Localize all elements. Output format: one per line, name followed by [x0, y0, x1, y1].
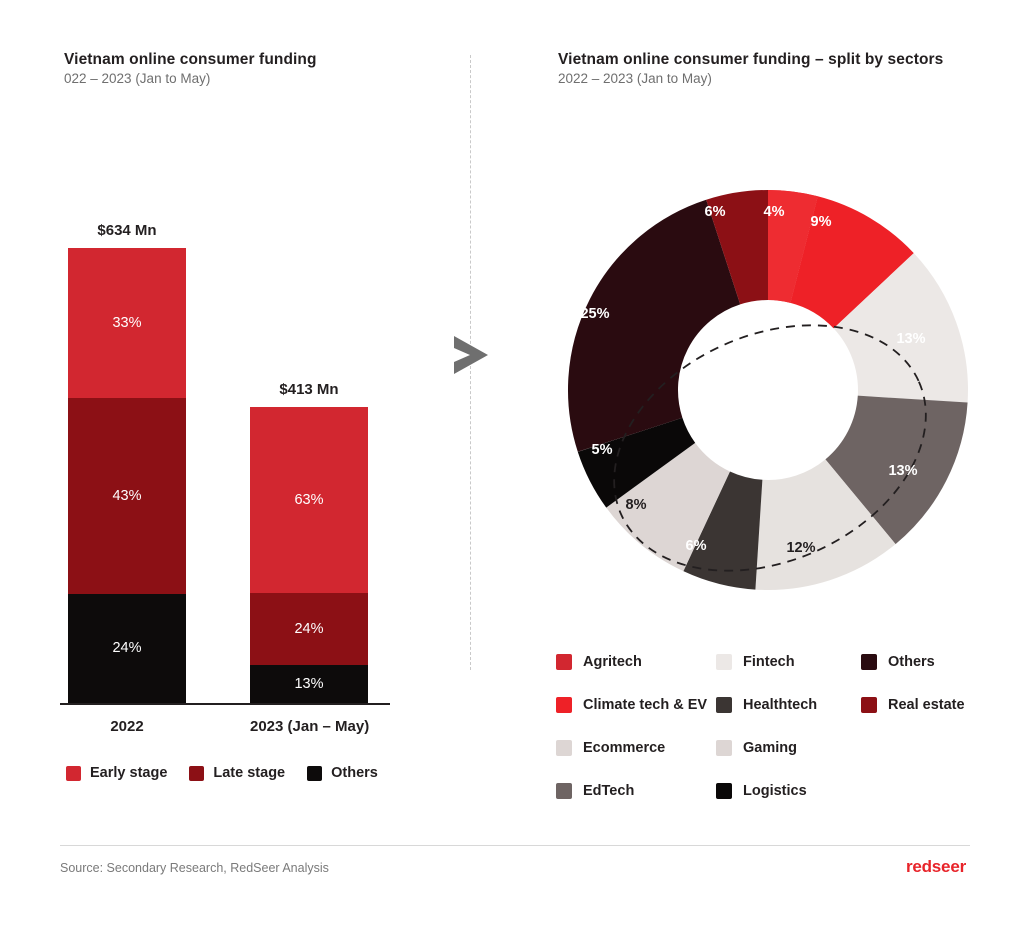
- bar-segment-early-stage[interactable]: [250, 407, 368, 593]
- donut-label-real-estate: 6%: [704, 204, 726, 220]
- legend-item-ecommerce[interactable]: [556, 740, 716, 756]
- donut-slice-edtech[interactable]: [860, 399, 912, 502]
- left-panel-subtitle: 022 – 2023 (Jan to May): [64, 71, 211, 86]
- donut-chart-legend: [556, 640, 1001, 812]
- legend-label: Fintech: [743, 653, 795, 670]
- bar-total-label: $634 Mn: [97, 222, 157, 239]
- donut-slice-shape: [768, 245, 804, 250]
- legend-label: Logistics: [743, 782, 807, 799]
- left-panel-title: Vietnam online consumer funding: [64, 51, 317, 68]
- legend-swatch-icon: [556, 654, 572, 670]
- legend-label: Others: [888, 653, 935, 670]
- donut-slice-healthtech[interactable]: [707, 521, 759, 534]
- legend-swatch-icon: [861, 697, 877, 713]
- donut-label-logistics: 5%: [591, 442, 613, 458]
- bar-segment-late-stage[interactable]: [250, 593, 368, 664]
- legend-swatch-icon: [716, 654, 732, 670]
- bar-segment-label: 33%: [112, 315, 142, 332]
- bar-chart-legend: [66, 765, 378, 781]
- legend-swatch-icon: [716, 697, 732, 713]
- source-note: Source: Secondary Research, RedSeer Analysis: [60, 861, 329, 875]
- donut-label-others: 25%: [580, 306, 610, 322]
- bar-segment-early-stage[interactable]: [68, 248, 186, 398]
- legend-item-healthtech[interactable]: [716, 697, 861, 713]
- legend-item-logistics[interactable]: [716, 783, 861, 799]
- legend-item-fintech[interactable]: [716, 654, 861, 670]
- legend-label: EdTech: [583, 782, 635, 799]
- stacked-bar-chart: [60, 222, 460, 735]
- donut-slice-agritech[interactable]: [804, 250, 874, 291]
- legend-swatch-icon: [189, 766, 204, 781]
- bar-baseline: [60, 703, 390, 705]
- footer-divider: [60, 845, 970, 846]
- legend-item-real-estate[interactable]: [861, 697, 1001, 713]
- legend-item-others[interactable]: [861, 654, 1001, 670]
- bar-category-label: 2023 (Jan – May): [250, 718, 370, 735]
- legend-item-early-stage[interactable]: [66, 765, 167, 781]
- donut-slice-real-estate[interactable]: [723, 245, 768, 252]
- bar-segment-label: 63%: [294, 492, 324, 509]
- legend-label: Climate tech & EV: [583, 696, 708, 713]
- bar-segment-label: 43%: [112, 487, 142, 504]
- legend-item-climate-tech-ev[interactable]: [556, 697, 716, 713]
- donut-label-fintech: 13%: [896, 331, 926, 347]
- bar-segment-label: 13%: [294, 675, 324, 692]
- legend-item-gaming[interactable]: [716, 740, 861, 756]
- bar-column-2022[interactable]: [68, 222, 186, 735]
- donut-slice-gaming[interactable]: [759, 502, 861, 535]
- donut-label-edtech: 13%: [888, 463, 918, 479]
- legend-label: Real estate: [888, 696, 965, 713]
- donut-label-healthtech: 6%: [685, 538, 707, 554]
- legend-label: Gaming: [743, 739, 797, 756]
- legend-item-late-stage[interactable]: [189, 765, 285, 781]
- legend-swatch-icon: [556, 783, 572, 799]
- legend-label: Early stage: [90, 765, 168, 781]
- donut-label-gaming: 12%: [786, 540, 816, 556]
- donut-label-ecommerce: 8%: [625, 497, 647, 513]
- legend-swatch-icon: [716, 740, 732, 756]
- legend-item-edtech[interactable]: [556, 783, 716, 799]
- donut-label-agritech: 9%: [810, 214, 832, 230]
- bar-segment-late-stage[interactable]: [68, 398, 186, 594]
- bar-segment-label: 24%: [294, 620, 324, 637]
- legend-swatch-icon: [66, 766, 81, 781]
- legend-label: Healthtech: [743, 696, 818, 713]
- bar-total-label: $413 Mn: [279, 381, 339, 398]
- donut-slice-others[interactable]: [623, 252, 723, 435]
- bar-segment-others[interactable]: [250, 665, 368, 703]
- right-panel-subtitle: 2022 – 2023 (Jan to May): [558, 71, 712, 86]
- legend-label: Late stage: [213, 765, 286, 781]
- legend-label: Ecommerce: [583, 739, 666, 756]
- bar-segment-others[interactable]: [68, 594, 186, 703]
- legend-item-others[interactable]: [307, 765, 378, 781]
- donut-slice-ecommerce[interactable]: [651, 475, 707, 521]
- legend-label: Agritech: [583, 653, 642, 670]
- legend-swatch-icon: [556, 740, 572, 756]
- legend-swatch-icon: [716, 783, 732, 799]
- bar-category-label: 2022: [110, 718, 144, 735]
- donut-svg: [548, 170, 988, 610]
- legend-item-agritech[interactable]: [556, 654, 716, 670]
- brand-logo: redseer: [905, 857, 966, 876]
- legend-label: Others: [331, 765, 378, 781]
- right-panel-title: Vietnam online consumer funding – split by sectors: [558, 51, 944, 68]
- legend-swatch-icon: [307, 766, 322, 781]
- bar-segment-label: 24%: [112, 640, 142, 657]
- donut-slice-logistics[interactable]: [630, 435, 651, 475]
- donut-label-climate-tech-ev: 4%: [763, 204, 785, 220]
- bar-column-2023[interactable]: [250, 381, 370, 735]
- donut-chart: [548, 170, 988, 610]
- legend-swatch-icon: [556, 697, 572, 713]
- legend-swatch-icon: [861, 654, 877, 670]
